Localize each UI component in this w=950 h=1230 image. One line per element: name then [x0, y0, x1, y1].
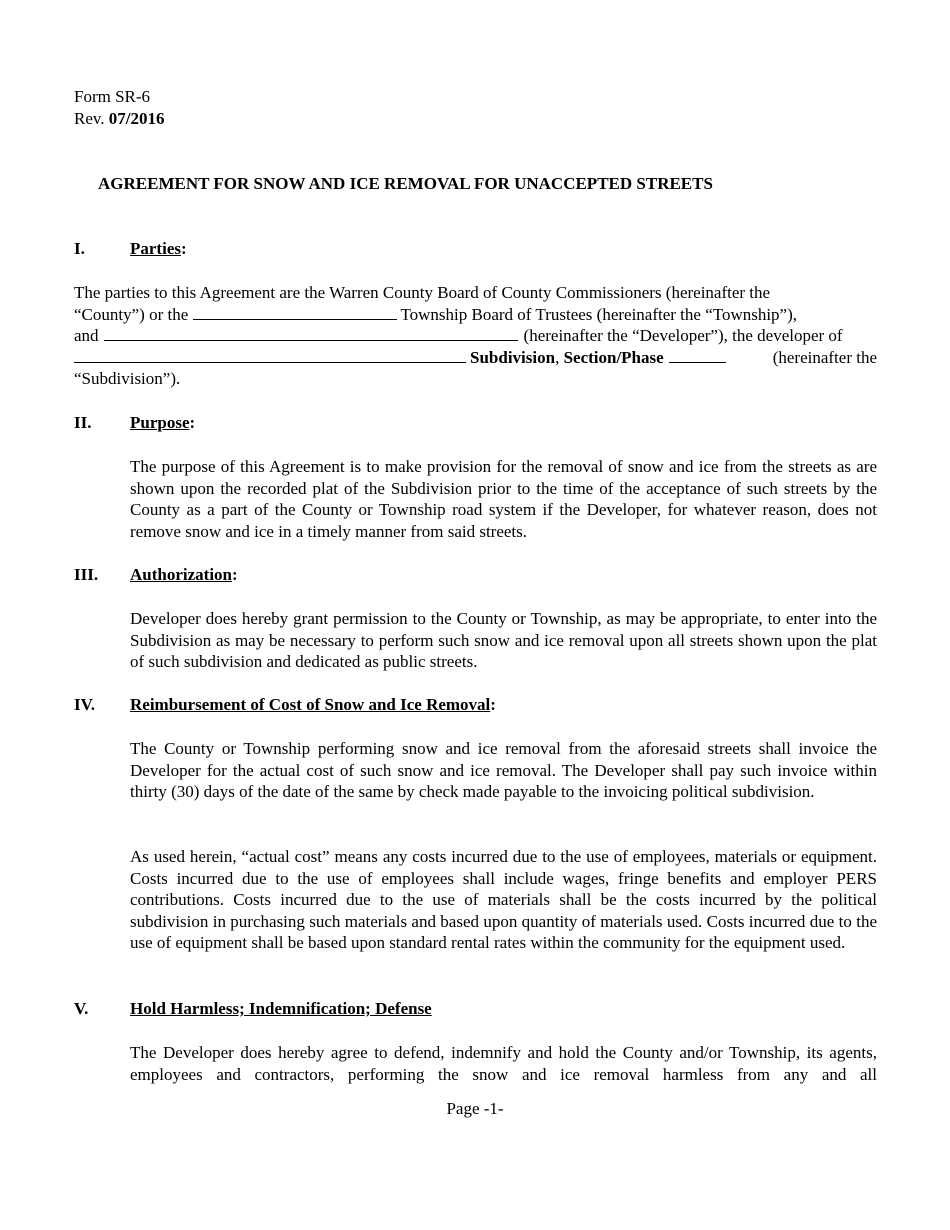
subdivision-name-blank[interactable] [74, 347, 466, 363]
section-phase-blank[interactable] [669, 347, 726, 363]
reimbursement-paragraph-1: The County or Township performing snow and ice removal from the aforesaid streets shall invoice the Developer for the actual cost of such snow and ice removal. The Developer shall pay such invoice within thirty (30) days of the date of the same by check made payable to the invoicing political subdivision. [130, 739, 877, 801]
section-heading-hold-harmless: V. Hold Harmless; Indemnification; Defense [74, 999, 432, 1018]
parties-paragraph-cont: and (hereinafter the “Developer”), the developer of Subdivision , Section/Phase (hereinafter the “Subdivision”). [74, 326, 877, 388]
section-heading-parties: I. Parties: [74, 239, 187, 258]
parties-paragraph: The parties to this Agreement are the Warren County Board of County Commissioners (hereinafter the “County”) or the Township Board of Trustees (hereinafter the “Township”), [74, 283, 798, 324]
purpose-paragraph: The purpose of this Agreement is to make provision for the removal of snow and ice from the streets as are shown upon the recorded plat of the Subdivision prior to the time of the acceptance of such streets by the County as a part of the County or Township road system if the Developer, for whatever reason, does not remove snow and ice in a timely manner from said streets. [130, 457, 877, 541]
section-heading-authorization: III. Authorization: [74, 565, 238, 584]
reimbursement-paragraph-2: As used herein, “actual cost” means any costs incurred due to the use of employees, materials or equipment. Costs incurred due to the use of employees shall include wages, fringe benefits and employer PERS contributions. Costs incurred due to the use of materials shall be the costs incurred by the political subdivision in purchasing such materials and based upon quantity of materials used. Costs incurred due to the use of equipment shall be based upon standard rental rates within the community for the equipment used. [130, 847, 877, 952]
page-number: Page -1- [446, 1099, 504, 1118]
township-name-blank[interactable] [193, 304, 397, 320]
section-heading-purpose: II. Purpose: [74, 413, 196, 432]
hold-harmless-paragraph: The Developer does hereby agree to defend, indemnify and hold the County and/or Township, its agents, employees and contractors, performing the snow and ice removal harmless from any and all [130, 1043, 877, 1084]
document-title: AGREEMENT FOR SNOW AND ICE REMOVAL FOR UNACCEPTED STREETS [98, 174, 713, 193]
authorization-paragraph: Developer does hereby grant permission to the County or Township, as may be appropriate, to enter into the Subdivision as may be necessary to perform such snow and ice removal upon all streets shown upon the plat of such subdivision and dedicated as public streets. [130, 609, 877, 671]
form-number: Form SR-6 [74, 87, 151, 106]
revision-line: Rev. 07/2016 [74, 109, 165, 128]
revision-date: 07/2016 [108, 109, 165, 128]
section-heading-reimbursement: IV. Reimbursement of Cost of Snow and Ice Removal: [74, 695, 496, 714]
developer-name-blank[interactable] [104, 325, 518, 341]
